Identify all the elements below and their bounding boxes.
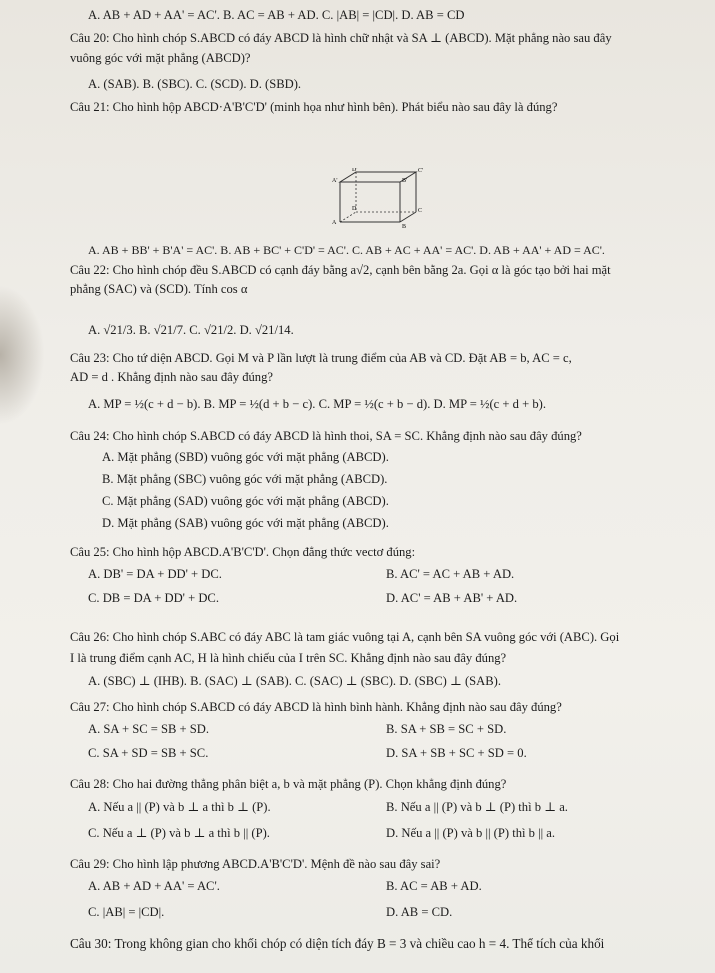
- page-shadow: [0, 285, 45, 425]
- q23-options: A. MP = ½(c + d − b). B. MP = ½(d + b − c). C. MP = ½(c + b − d). D. MP = ½(c + d + b).: [88, 397, 547, 411]
- fig-label-c-prime: C': [418, 168, 424, 174]
- q21-options: A. AB + BB' + B'A' = AC'. B. AB + BC' + C'D' = AC'. C. AB + AC + AA' = AC'. D. AB + AA' + AD = AC'.: [88, 243, 605, 257]
- q20-stem-2: vuông góc với mặt phẳng (ABCD)?: [70, 51, 251, 65]
- q25-option-c: C. DB = DA + DD' + DC.: [88, 591, 219, 605]
- q23-stem-2: AD = d . Khẳng định nào sau đây đúng?: [70, 370, 273, 384]
- fig-label-d-prime: D': [352, 168, 358, 173]
- q24-option-a: A. Mặt phẳng (SBD) vuông góc với mặt phẳng (ABCD).: [102, 450, 389, 464]
- q27-stem: Câu 27: Cho hình chóp S.ABCD có đáy ABCD là hình bình hành. Khẳng định nào sau đây đúng?: [70, 700, 562, 714]
- q28-option-b: B. Nếu a || (P) và b ⊥ (P) thì b ⊥ a.: [386, 800, 568, 814]
- q25-option-b: B. AC' = AC + AB + AD.: [386, 567, 515, 581]
- q28-stem: Câu 28: Cho hai đường thẳng phân biệt a, b và mặt phẳng (P). Chọn khẳng định đúng?: [70, 777, 507, 791]
- q25-option-d: D. AC' = AB + AB' + AD.: [386, 591, 518, 605]
- q25-option-a: A. DB' = DA + DD' + DC.: [88, 567, 222, 581]
- q22-stem-1: Câu 22: Cho hình chóp đều S.ABCD có cạnh đáy bằng a√2, cạnh bên bằng 2a. Gọi α là góc tạo bởi hai mặt: [70, 263, 611, 277]
- q29-stem: Câu 29: Cho hình lập phương ABCD.A'B'C'D'. Mệnh đề nào sau đây sai?: [70, 857, 441, 871]
- q19-options: A. AB + AD + AA' = AC'. B. AC = AB + AD. C. |AB| = |CD|. D. AB = CD: [88, 8, 465, 22]
- q25-stem: Câu 25: Cho hình hộp ABCD.A'B'C'D'. Chọn đẳng thức vectơ đúng:: [70, 545, 416, 559]
- q24-stem: Câu 24: Cho hình chóp S.ABCD có đáy ABCD là hình thoi, SA = SC. Khẳng định nào sau đây đúng?: [70, 429, 582, 443]
- q27-option-c: C. SA + SD = SB + SC.: [88, 746, 209, 760]
- q20-options: A. (SAB). B. (SBC). C. (SCD). D. (SBD).: [88, 77, 302, 91]
- q29-option-a: A. AB + AD + AA' = AC'.: [88, 879, 220, 893]
- q28-option-d: D. Nếu a || (P) và b || (P) thì b || a.: [386, 826, 556, 840]
- q26-stem-1: Câu 26: Cho hình chóp S.ABC có đáy ABC là tam giác vuông tại A, cạnh bên SA vuông góc với (ABC). Gọi: [70, 630, 620, 644]
- q24-option-b: B. Mặt phẳng (SBC) vuông góc với mặt phẳng (ABCD).: [102, 472, 388, 486]
- q23-stem-1: Câu 23: Cho tứ diện ABCD. Gọi M và P lần lượt là trung điểm của AB và CD. Đặt AB = b, AC = c,: [70, 351, 572, 365]
- q30-stem: Câu 30: Trong không gian cho khối chóp có diện tích đáy B = 3 và chiều cao h = 4. Thể tích của khối: [70, 936, 605, 951]
- parallelepiped-figure: [328, 168, 428, 228]
- q21-stem: Câu 21: Cho hình hộp ABCD·A'B'C'D' (minh họa như hình bên). Phát biểu nào sau đây là đúng?: [70, 100, 558, 114]
- q27-option-d: D. SA + SB + SC + SD = 0.: [386, 746, 527, 760]
- q22-options: A. √21/3. B. √21/7. C. √21/2. D. √21/14.: [88, 323, 294, 337]
- q24-option-c: C. Mặt phẳng (SAD) vuông góc với mặt phẳng (ABCD).: [102, 494, 389, 508]
- fig-label-a: A: [332, 220, 337, 226]
- q26-stem-2: I là trung điểm cạnh AC, H là hình chiếu của I trên SC. Khẳng định nào sau đây đúng?: [70, 651, 507, 665]
- q29-option-c: C. |AB| = |CD|.: [88, 905, 165, 919]
- q27-option-a: A. SA + SC = SB + SD.: [88, 722, 210, 736]
- q28-option-c: C. Nếu a ⊥ (P) và b ⊥ a thì b || (P).: [88, 826, 270, 840]
- fig-label-b-prime: B': [402, 178, 408, 184]
- fig-label-b: B: [402, 224, 407, 228]
- q27-option-b: B. SA + SB = SC + SD.: [386, 722, 507, 736]
- q26-options: A. (SBC) ⊥ (IHB). B. (SAC) ⊥ (SAB). C. (SAC) ⊥ (SBC). D. (SBC) ⊥ (SAB).: [88, 674, 501, 688]
- q28-option-a: A. Nếu a || (P) và b ⊥ a thì b ⊥ (P).: [88, 800, 271, 814]
- q20-stem-1: Câu 20: Cho hình chóp S.ABCD có đáy ABCD là hình chữ nhật và SA ⊥ (ABCD). Mặt phẳng nào sau đây: [70, 31, 612, 45]
- fig-label-c: C: [418, 208, 423, 214]
- fig-label-d: D: [352, 206, 357, 212]
- q29-option-b: B. AC = AB + AD.: [386, 879, 482, 893]
- q22-stem-2: phẳng (SAC) và (SCD). Tính cos α: [70, 282, 248, 296]
- fig-label-a-prime: A': [332, 178, 338, 184]
- q29-option-d: D. AB = CD.: [386, 905, 453, 919]
- q24-option-d: D. Mặt phẳng (SAB) vuông góc với mặt phẳng (ABCD).: [102, 516, 389, 530]
